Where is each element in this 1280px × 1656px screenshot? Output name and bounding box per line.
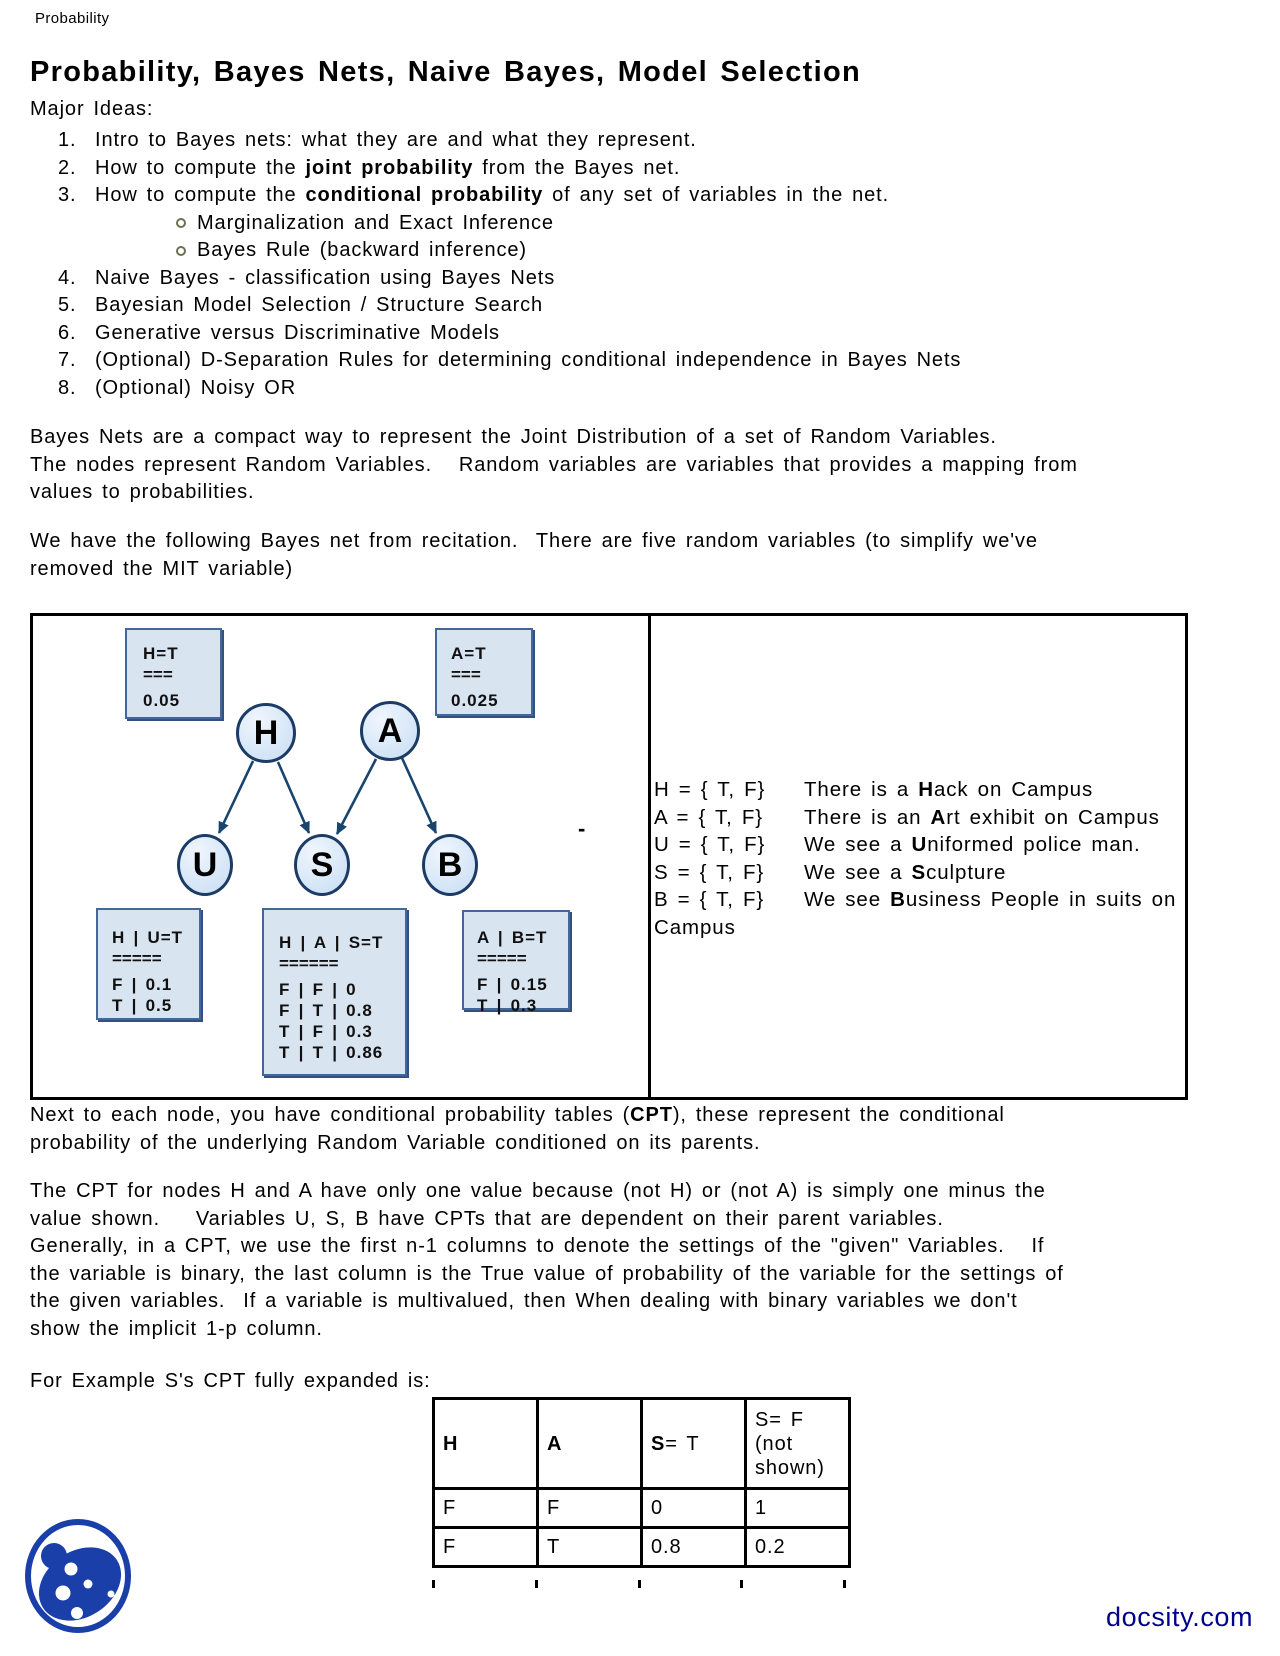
table-cell: 0.8 — [642, 1528, 746, 1567]
cpt-box-s — [262, 908, 407, 1076]
sub-list-item — [30, 210, 1180, 238]
table-cell: 0.2 — [746, 1528, 850, 1567]
legend-description: There is an Art exhibit on Campus — [804, 805, 1160, 829]
cpt-separator: ====== — [279, 954, 339, 973]
circle-bullet-icon — [176, 246, 186, 256]
legend-description: We see Business People in suits on Campus — [654, 888, 1177, 939]
paragraph-cpt-definition — [30, 1102, 1200, 1157]
major-ideas-list — [30, 127, 1180, 402]
list-item-text: Naive Bayes - classification using Bayes Nets — [95, 266, 556, 289]
list-item-number: 6. — [58, 321, 77, 344]
cpt-line: T | 0.5 — [112, 996, 173, 1015]
legend-row — [654, 776, 1180, 804]
paragraph-cpt-explanation — [30, 1178, 1200, 1343]
paragraph-line: The CPT for nodes H and A have only one value because (not H) or (not A) is simply one minus the — [30, 1180, 1046, 1202]
table-header-row — [434, 1399, 850, 1489]
docsity-link[interactable]: docsity.com — [1106, 1602, 1254, 1632]
list-item — [30, 320, 1180, 348]
legend-variable: B = { T, F} — [654, 888, 765, 911]
cpt-box-a — [435, 628, 533, 716]
cpt-box-u — [96, 908, 201, 1020]
legend-row — [654, 831, 1180, 859]
legend-variable: A = { T, F} — [654, 805, 763, 829]
cpt-line: T | T | 0.86 — [279, 1043, 384, 1062]
table-cell: 1 — [746, 1489, 850, 1528]
list-item-number: 5. — [58, 294, 77, 316]
circle-bullet-icon — [176, 218, 186, 228]
cpt-line: H | U=T — [112, 928, 184, 947]
edge-h-to-s — [278, 762, 309, 833]
list-item-number: 1. — [58, 129, 77, 151]
variable-legend — [654, 776, 1180, 941]
table-cell: F — [538, 1489, 642, 1528]
list-item-number: 3. — [58, 184, 77, 206]
edge-a-to-b — [402, 758, 436, 833]
expanded-cpt-table — [432, 1397, 851, 1568]
cpt-line: H=T — [143, 644, 179, 663]
major-ideas-label: Major Ideas: — [30, 98, 154, 120]
table-header-cell: S= F (not shown) — [746, 1399, 850, 1489]
cpt-line: F | F | 0 — [279, 980, 357, 999]
page-title: Probability, Bayes Nets, Naive Bayes, Model Selection — [30, 56, 861, 88]
list-item-text: (Optional) Noisy OR — [95, 376, 297, 399]
cpt-line: A=T — [451, 644, 487, 663]
legend-row — [654, 859, 1180, 887]
cpt-line: T | 0.3 — [477, 996, 538, 1015]
paragraph-line: values to probabilities. — [30, 481, 255, 503]
table-row — [434, 1489, 850, 1528]
list-item — [30, 182, 1180, 210]
cpt-box-b — [462, 910, 570, 1015]
paragraph-line: the variable is binary, the last column is the True value of probability of the variable for the settings of — [30, 1262, 1064, 1285]
figure-divider — [648, 616, 651, 1097]
list-item-text: Intro to Bayes nets: what they are and what they represent. — [95, 129, 697, 151]
paragraph-line: show the implicit 1-p column. — [30, 1317, 323, 1340]
legend-variable: U = { T, F} — [654, 833, 766, 856]
edge-a-to-s — [337, 759, 376, 834]
table-row — [434, 1528, 850, 1567]
legend-description: We see a Uniformed police man. — [804, 833, 1141, 856]
table-cell: F — [434, 1489, 538, 1528]
cpt-line: 0.025 — [451, 691, 499, 710]
table-cell: 0 — [642, 1489, 746, 1528]
list-item — [30, 155, 1180, 183]
cpt-line: F | 0.1 — [112, 975, 173, 994]
table-continuation-stub — [432, 1580, 846, 1588]
paragraph-line: removed the MIT variable) — [30, 557, 294, 580]
cpt-line: A | B=T — [477, 928, 548, 947]
list-item-text: Generative versus Discriminative Models — [95, 321, 500, 344]
paragraph-example-intro: For Example S's CPT fully expanded is: — [30, 1370, 431, 1392]
table-cell: T — [538, 1528, 642, 1567]
edge-h-to-u — [219, 761, 253, 833]
cpt-separator: ===== — [477, 949, 527, 968]
legend-variable: S = { T, F} — [654, 860, 765, 884]
list-item-number: 7. — [58, 349, 77, 371]
legend-variable: H = { T, F} — [654, 778, 766, 801]
node-a: A — [360, 701, 420, 761]
page-header-label: Probability — [35, 10, 110, 27]
paragraph-line: Next to each node, you have conditional probability tables (CPT), these represent the conditional — [30, 1104, 1005, 1126]
table-header-cell: H — [434, 1399, 538, 1489]
list-item — [30, 375, 1180, 403]
sub-list-item — [30, 237, 1180, 265]
cpt-box-h — [125, 628, 222, 719]
paragraph-line: the given variables. If a variable is multivalued, then When dealing with binary variables we don't — [30, 1290, 1018, 1312]
paragraph-line: probability of the underlying Random Variable conditioned on its parents. — [30, 1131, 761, 1154]
list-item — [30, 127, 1180, 155]
table-header-cell: A — [538, 1399, 642, 1489]
node-h: H — [236, 703, 296, 763]
paragraph-line: The nodes represent Random Variables. Random variables are variables that provides a mapping from — [30, 453, 1078, 476]
cpt-line: F | T | 0.8 — [279, 1001, 373, 1020]
table-header-cell: S= T — [642, 1399, 746, 1489]
legend-row — [654, 886, 1180, 941]
list-item-text: Bayesian Model Selection / Structure Search — [95, 294, 544, 316]
cpt-separator: === — [143, 665, 173, 684]
paragraph-line: Bayes Nets are a compact way to represent the Joint Distribution of a set of Random Variables. — [30, 426, 997, 448]
list-item-number: 4. — [58, 266, 77, 289]
node-b: B — [422, 834, 478, 896]
paragraph-line: Generally, in a CPT, we use the first n-1 columns to denote the settings of the "given" Variables. If — [30, 1235, 1045, 1257]
bayes-net-figure — [30, 613, 1188, 1100]
list-item — [30, 347, 1180, 375]
paragraph-bayes-nets-intro — [30, 424, 1200, 507]
legend-row — [654, 804, 1180, 832]
cpt-separator: ===== — [112, 949, 162, 968]
paragraph-line: We have the following Bayes net from recitation. There are five random variables (to simplify we've — [30, 530, 1038, 552]
cpt-line: H | A | S=T — [279, 933, 384, 952]
cpt-separator: === — [451, 665, 481, 684]
node-u: U — [177, 834, 233, 896]
legend-description: We see a Sculpture — [804, 860, 1007, 884]
list-item-number: 2. — [58, 156, 77, 179]
docsity-logo — [24, 1516, 136, 1634]
cpt-line: 0.05 — [143, 691, 181, 710]
list-item-text: How to compute the conditional probability of any set of variables in the net. — [95, 184, 890, 206]
list-item-text: How to compute the joint probability from the Bayes net. — [95, 156, 681, 179]
stray-dash-mark: - — [578, 816, 587, 841]
cpt-line: T | F | 0.3 — [279, 1022, 373, 1041]
table-cell: F — [434, 1528, 538, 1567]
list-item — [30, 265, 1180, 293]
legend-description: There is a Hack on Campus — [804, 778, 1094, 801]
list-item-text: (Optional) D-Separation Rules for determining conditional independence in Bayes Nets — [95, 349, 962, 371]
sub-list-item-text: Bayes Rule (backward inference) — [197, 239, 527, 261]
node-s: S — [294, 834, 350, 896]
list-item-number: 8. — [58, 376, 77, 399]
cpt-line: F | 0.15 — [477, 975, 548, 994]
paragraph-recitation-net — [30, 528, 1200, 583]
list-item — [30, 292, 1180, 320]
paragraph-line: value shown. Variables U, S, B have CPTs that are dependent on their parent variables. — [30, 1207, 944, 1230]
docsity-logo-icon — [24, 1516, 136, 1634]
sub-list-item-text: Marginalization and Exact Inference — [197, 211, 554, 234]
